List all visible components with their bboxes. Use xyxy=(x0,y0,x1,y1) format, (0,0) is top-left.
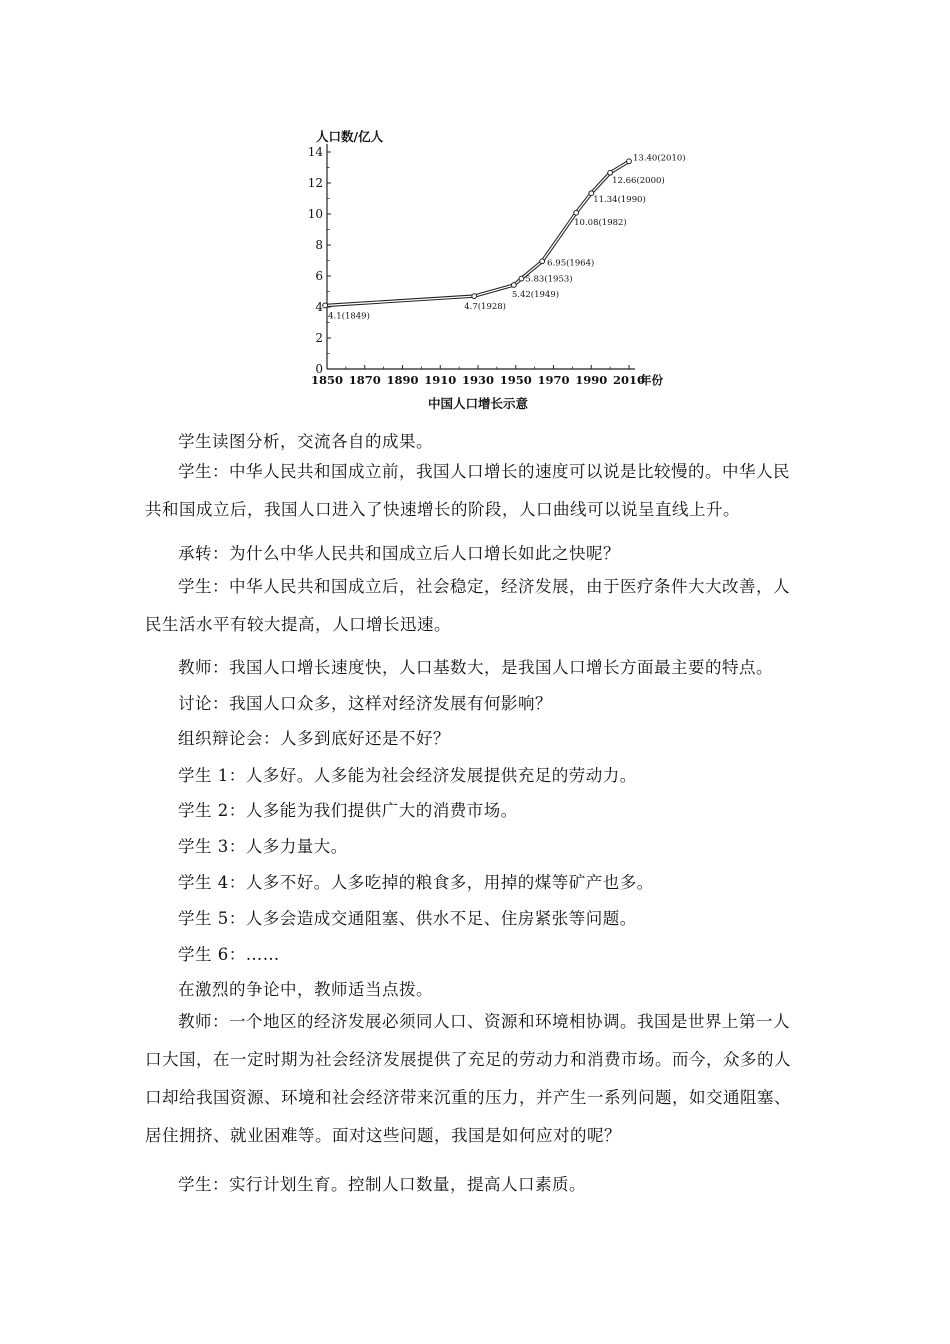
x-tick-label: 1870 xyxy=(348,373,381,387)
x-tick-label: 1990 xyxy=(575,373,608,387)
y-tick-label: 14 xyxy=(307,145,323,159)
data-label: 11.34(1990) xyxy=(593,195,646,206)
y-tick-label: 10 xyxy=(307,207,323,221)
paragraph: 学生：中华人民共和国成立后，社会稳定，经济发展，由于医疗条件大大改善，人民生活水平有较大提高，人口增长迅速。 xyxy=(145,577,790,634)
data-label: 5.42(1949) xyxy=(511,289,560,300)
data-point xyxy=(627,159,632,164)
paragraph: 在激烈的争论中，教师适当点拨。 xyxy=(178,980,433,999)
x-tick-label: 2010 xyxy=(612,373,646,387)
paragraph: 学生：实行计划生育。控制人口数量，提高人口素质。 xyxy=(178,1175,586,1194)
paragraph: 教师：我国人口增长速度快，人口基数大，是我国人口增长方面最主要的特点。 xyxy=(178,658,773,677)
series-line xyxy=(325,161,629,305)
data-point xyxy=(472,294,477,299)
x-tick-label: 1910 xyxy=(424,373,457,387)
x-axis-label: 年份 xyxy=(640,373,663,387)
data-label: 4.1(1849) xyxy=(328,311,370,322)
data-label: 12.66(2000) xyxy=(612,175,665,186)
population-line-chart xyxy=(300,125,686,415)
y-tick-label: 12 xyxy=(307,176,323,190)
x-tick-label: 1930 xyxy=(461,373,495,387)
data-label: 5.83(1953) xyxy=(525,274,573,285)
y-tick-label: 8 xyxy=(315,238,323,252)
population-chart xyxy=(300,125,686,415)
x-tick-label: 1850 xyxy=(310,373,344,387)
data-point xyxy=(511,283,516,288)
paragraph: 学生 4：人多不好。人多吃掉的粮食多，用掉的煤等矿产也多。 xyxy=(178,873,654,892)
y-axis-label: 人口数/亿人 xyxy=(316,129,384,144)
paragraph: 承转：为什么中华人民共和国成立后人口增长如此之快呢？ xyxy=(178,544,620,563)
paragraph: 讨论：我国人口众多，这样对经济发展有何影响？ xyxy=(178,694,552,713)
data-label: 13.40(2010) xyxy=(633,153,686,164)
paragraph: 学生 3：人多力量大。 xyxy=(178,837,348,856)
y-tick-label: 6 xyxy=(315,269,323,283)
x-tick-label: 1890 xyxy=(386,373,419,387)
x-tick-label: 1950 xyxy=(499,373,532,387)
series-line-outline xyxy=(325,161,629,305)
data-point xyxy=(574,210,579,215)
data-label: 6.95(1964) xyxy=(547,258,595,269)
x-tick-label: 1970 xyxy=(537,373,570,387)
paragraph: 学生 1：人多好。人多能为社会经济发展提供充足的劳动力。 xyxy=(178,766,637,785)
paragraph: 学生读图分析，交流各自的成果。 xyxy=(178,432,433,451)
chart-title: 中国人口增长示意 xyxy=(427,396,529,411)
paragraph: 学生 6：…… xyxy=(178,945,280,964)
data-point xyxy=(323,303,328,308)
paragraph: 组织辩论会：人多到底好还是不好？ xyxy=(178,729,450,748)
data-point xyxy=(608,170,613,175)
paragraph: 学生 5：人多会造成交通阻塞、供水不足、住房紧张等问题。 xyxy=(178,909,637,928)
paragraph: 教师：一个地区的经济发展必须同人口、资源和环境相协调。我国是世界上第一人口大国，在一定时期为社会经济发展提供了充足的劳动力和消费市场。而今，众多的人口却给我国资源、环境和社会经济带来沉重的压力，并产生一系列问题，如交通阻塞、居住拥挤、就业困难等。面对这些问题，我国是如何应对的呢？ xyxy=(145,1012,791,1145)
y-tick-label: 2 xyxy=(315,331,323,345)
data-label: 4.7(1928) xyxy=(464,302,507,313)
y-tick-label: 0 xyxy=(315,362,323,376)
paragraph: 学生：中华人民共和国成立前，我国人口增长的速度可以说是比较慢的。中华人民共和国成立后，我国人口进入了快速增长的阶段，人口曲线可以说呈直线上升。 xyxy=(145,462,790,519)
data-point xyxy=(519,276,524,281)
data-label: 10.08(1982) xyxy=(574,217,627,228)
paragraph: 学生 2：人多能为我们提供广大的消费市场。 xyxy=(178,801,518,820)
y-tick-label: 4 xyxy=(315,300,323,314)
data-point xyxy=(540,259,545,264)
